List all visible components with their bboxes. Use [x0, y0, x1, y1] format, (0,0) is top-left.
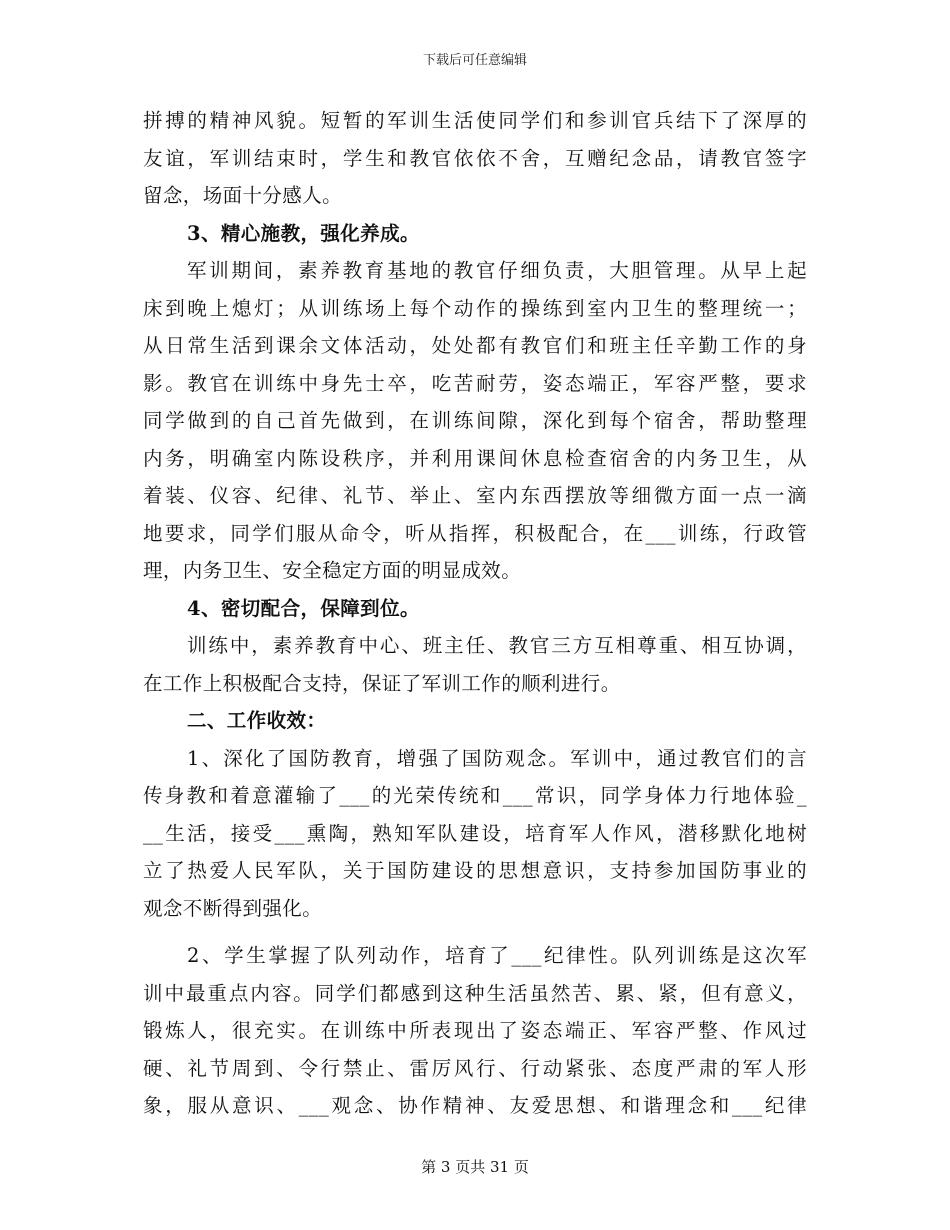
- text-line: 观念不断得到强化。: [143, 896, 323, 920]
- text-line: 立了热爱人民军队，关于国防建设的思想意识，支持参加国防事业的: [143, 859, 807, 882]
- text-line: 地要求，同学们服从命令，听从指挥，积极配合，在___训练，行政管: [143, 521, 807, 545]
- text-line: 影。教官在训练中身先士卒，吃苦耐劳，姿态端正，军容严整，要求: [143, 371, 807, 395]
- text-line: 着装、仪容、纪律、礼节、举止、室内东西摆放等细微方面一点一滴: [143, 484, 807, 507]
- text-line: 理，内务卫生、安全稳定方面的明显成效。: [143, 559, 522, 582]
- text-line: 拼搏的精神风貌。短暂的军训生活使同学们和参训官兵结下了深厚的: [143, 109, 807, 132]
- text-line: 传身教和着意灌输了___的光荣传统和___常识，同学身体力行地体验_: [143, 784, 807, 807]
- text-line: 训练中，素养教育中心、班主任、教官三方互相尊重、相互协调，: [187, 634, 807, 657]
- text-line: 友谊，军训结束时，学生和教官依依不舍，互赠纪念品，请教官签字: [143, 146, 807, 170]
- text-line: __生活，接受___熏陶，熟知军队建设，培育军人作风，潜移默化地树: [143, 821, 807, 845]
- text-line: 硬、礼节周到、令行禁止、雷厉风行、行动紧张、态度严肃的军人形: [143, 1056, 807, 1080]
- section-heading: 4、密切配合，保障到位。: [187, 596, 420, 620]
- text-line: 内务，明确室内陈设秩序，并利用课间休息检查宿舍的内务卫生，从: [143, 446, 807, 470]
- text-line: 象，服从意识、___观念、协作精神、友爱思想、和谐理念和___纪律: [143, 1094, 807, 1117]
- document-body: [143, 102, 807, 1125]
- text-line: 训中最重点内容。同学们都感到这种生活虽然苦、累、紧，但有意义，: [143, 981, 807, 1005]
- text-line: 军训期间，素养教育基地的教官仔细负责，大胆管理。从早上起: [187, 259, 807, 282]
- text-line: 锻炼人，很充实。在训练中所表现出了姿态端正、军容严整、作风过: [143, 1019, 807, 1042]
- text-line: 从日常生活到课余文体活动，处处都有教官们和班主任辛勤工作的身: [143, 334, 807, 357]
- text-line: 1、深化了国防教育，增强了国防观念。军训中，通过教官们的言: [187, 746, 807, 770]
- page-footer: 第 3 页共 31 页: [421, 1158, 529, 1176]
- text-line: 在工作上积极配合支持，保证了军训工作的顺利进行。: [143, 671, 621, 695]
- text-line: 同学做到的自己首先做到，在训练间隙，深化到每个宿舍，帮助整理: [143, 409, 807, 432]
- text-line: 2、学生掌握了队列动作，培育了___纪律性。队列训练是这次军: [187, 944, 807, 967]
- section-heading: 二、工作收效：: [187, 709, 327, 732]
- section-heading: 3、精心施教，强化养成。: [187, 221, 420, 245]
- page-header: 下载后可任意编辑: [422, 53, 527, 68]
- text-line: 留念，场面十分感人。: [143, 184, 343, 207]
- text-line: 床到晚上熄灯；从训练场上每个动作的操练到室内卫生的整理统一；: [143, 296, 807, 320]
